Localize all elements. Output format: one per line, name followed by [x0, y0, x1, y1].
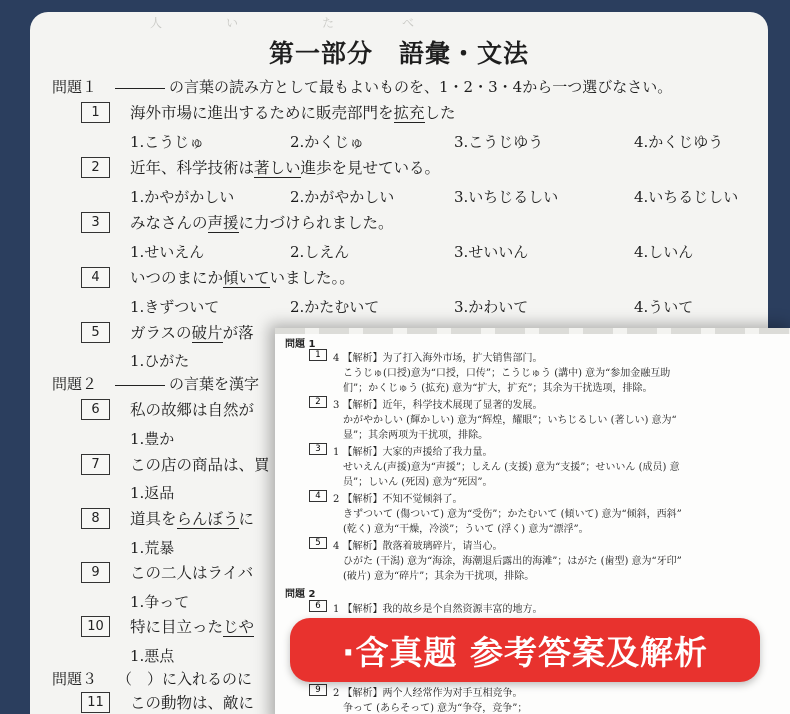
option: 3.せいいん [454, 243, 529, 261]
question-text: 近年、科学技術は著しい進歩を見せている。 [130, 159, 441, 177]
target-word: 拡充 [393, 104, 425, 122]
section-heading-3 [52, 668, 252, 689]
question-10 [81, 615, 254, 637]
question-number: 6 [81, 399, 110, 420]
faint-bleed-text: い [226, 16, 239, 30]
answer-explanation: せいえん(声援)意为“声援”；しえん (支援) 意为“支援”；せいいん (成员) 意 [343, 462, 680, 473]
section-instruction: の言葉を漢字 [169, 375, 260, 393]
faint-bleed-text: べ [402, 16, 415, 30]
question-number: 2 [81, 157, 110, 178]
answer-number: 2 [309, 396, 327, 408]
answer-explanation: 争って (あらそって) 意为“争夺，竞争”； [343, 703, 528, 714]
option: 2.しえん [290, 243, 350, 261]
page-edge-strip [275, 328, 790, 334]
options-4 [130, 296, 750, 318]
question-number: 7 [81, 454, 110, 475]
option: 1.こうじゅ [130, 133, 205, 151]
option: 1.きずついて [130, 298, 220, 316]
answer-explanation: ひがた (干潟) 意为“海涂，海潮退后露出的海滩”；はがた (歯型) 意为“牙印” [343, 556, 682, 567]
answer-number: 6 [309, 600, 327, 612]
target-word: 破片 [191, 324, 223, 342]
faint-bleed-text: た [322, 16, 335, 30]
question-number: 3 [81, 212, 110, 233]
question-text: この店の商品は、買 [130, 456, 270, 474]
section-label: 問題１ [52, 78, 98, 96]
answer-explanation: (破片) 意为“碎片”；其余为干扰项，排除。 [343, 571, 535, 582]
answer-explanation: 4 【解析】散落着玻璃碎片，请当心。 [333, 541, 503, 552]
question-text: 海外市場に進出するために販売部門を拡充した [130, 104, 456, 122]
answer-explanation: 显”；其余两项为干扰项，排除。 [343, 430, 489, 441]
question-text: いつのまにか傾いていました。。 [130, 269, 355, 287]
target-word: 傾いて [223, 269, 270, 287]
question-1 [81, 101, 456, 123]
question-text: この動物は、敵に [130, 694, 255, 712]
target-word: じや [223, 618, 255, 636]
question-number: 5 [81, 322, 110, 343]
question-text: ガラスの破片が落 [130, 324, 254, 342]
option: 4.ういて [634, 298, 694, 316]
blank-line [115, 385, 165, 386]
answer-explanation: 1 【解析】大家的声援给了我力量。 [333, 447, 493, 458]
options-2 [130, 186, 750, 208]
section-label: 問題２ [52, 375, 98, 393]
question-number: 11 [81, 692, 110, 713]
answer-explanation: こうじゅ(口授)意为“口授，口传”；こうじゅう (講中) 意为“参加金融互助 [343, 368, 671, 379]
question-7 [81, 453, 270, 475]
question-4 [81, 266, 355, 288]
options-3 [130, 241, 750, 263]
answer-explanation: 员”；しいん (死因) 意为“死因”。 [343, 477, 493, 488]
question-6 [81, 398, 254, 420]
blank-line [115, 88, 165, 89]
answer-section-label: 問題 2 [285, 589, 316, 600]
answer-explanation: 3 【解析】近年，科学技术展现了显著的发展。 [333, 400, 543, 411]
answer-explanation: 2 【解析】两个人经常作为对手互相竞争。 [333, 688, 523, 699]
page-title: 第一部分 語彙・文法 [268, 39, 529, 68]
question-text: 道具をらんぼうに [130, 510, 255, 528]
answer-number: 1 [309, 349, 327, 361]
option: 2.かたむいて [290, 298, 380, 316]
options-1 [130, 131, 750, 153]
section-label: 問題３ [52, 670, 98, 688]
question-text: みなさんの声援に力づけられました。 [130, 214, 394, 232]
question-11 [81, 691, 254, 713]
option: 1.豊か [130, 430, 175, 448]
option: 1.荒暴 [130, 539, 175, 557]
section-heading-2 [52, 373, 259, 394]
target-word: 声援 [207, 214, 239, 232]
question-number: 1 [81, 102, 110, 123]
answer-explanation: 们”；かくじゅう (拡充) 意为“扩大，扩充”；其余为干扰选项，排除。 [343, 383, 653, 394]
option: 1.かやがかしい [130, 188, 235, 206]
question-number: 4 [81, 267, 110, 288]
option: 4.いちるじしい [634, 188, 739, 206]
faint-bleed-text: 人 [150, 16, 163, 30]
question-3 [81, 211, 394, 233]
target-word: らんぼう [176, 510, 239, 528]
option: 1.ひがた [130, 352, 190, 370]
option: 1.返品 [130, 484, 175, 502]
option: 1.せいえん [130, 243, 205, 261]
answer-explanation: 2 【解析】不知不觉倾斜了。 [333, 494, 463, 505]
answer-explanation: 1 【解析】我的故乡是个自然资源丰富的地方。 [333, 604, 543, 615]
answer-number: 3 [309, 443, 327, 455]
option: 4.しいん [634, 243, 694, 261]
option: 4.かくじゆう [634, 133, 724, 151]
question-9 [81, 561, 253, 583]
target-word: 著しい [254, 159, 301, 177]
question-2 [81, 156, 440, 178]
section-heading-1 [52, 76, 672, 97]
question-text: この二人はライバ [130, 564, 254, 582]
promo-banner: ·含真题 参考答案及解析 [290, 618, 760, 682]
question-8 [81, 507, 254, 529]
option: 2.かくじゅ [290, 133, 365, 151]
answer-number: 9 [309, 684, 327, 696]
question-number: 10 [81, 616, 110, 637]
option: 1.争って [130, 593, 190, 611]
answer-number: 5 [309, 537, 327, 549]
answer-explanation: かがやかしい (輝かしい) 意为“辉煌，耀眼”；いちじるしい (著しい) 意为“ [343, 415, 677, 426]
section-instruction: の言葉の読み方として最もよいものを、1・2・3・4から一つ選びなさい。 [169, 78, 673, 96]
answer-explanation: 4 【解析】为了打入海外市场，扩大销售部门。 [333, 353, 543, 364]
answer-explanation: きずついて (傷ついて) 意为“受伤”；かたむいて (傾いて) 意为“倾斜，西斜” [343, 509, 682, 520]
question-text: 特に目立ったじや [130, 618, 255, 636]
option: 2.かがやかしい [290, 188, 395, 206]
answer-number: 4 [309, 490, 327, 502]
answer-explanation: (乾く) 意为“干燥，冷淡”；ういて (浮く) 意为“漂浮”。 [343, 524, 589, 535]
section-instruction: （ ）に入れるのに [117, 670, 253, 688]
option: 1.悪点 [130, 647, 175, 665]
question-text: 私の故郷は自然が [130, 401, 255, 419]
option: 3.かわいて [454, 298, 529, 316]
question-number: 9 [81, 562, 110, 583]
option: 3.いちじるしい [454, 188, 559, 206]
question-number: 8 [81, 508, 110, 529]
question-5 [81, 321, 254, 343]
answer-section-label: 問題 1 [285, 339, 316, 350]
option: 3.こうじゆう [454, 133, 544, 151]
